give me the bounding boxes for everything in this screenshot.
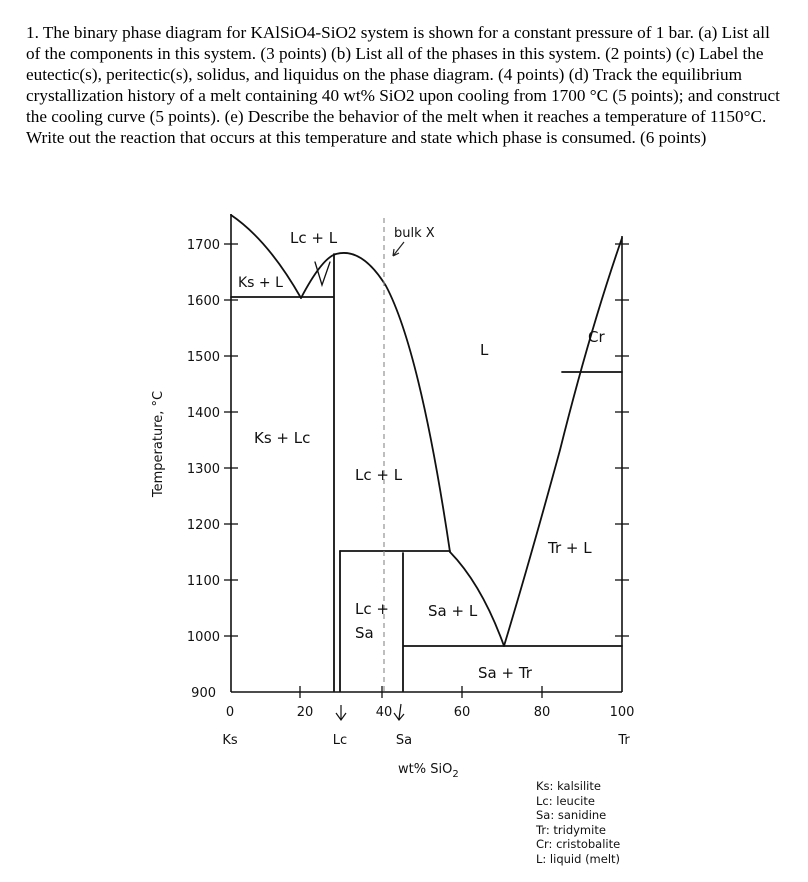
y-tick-1700: 1700: [186, 238, 220, 253]
endmember-ks-label: Ks: [222, 733, 238, 748]
y-axis-label: Temperature, °C: [151, 390, 166, 498]
y-tick-1400: 1400: [186, 406, 220, 421]
legend-item-sa: Sa: sanidine: [536, 808, 607, 823]
x-axis-label-main: wt% SiO: [398, 762, 453, 777]
region-lc-l-top: Lc + L: [290, 229, 338, 247]
tr-liquidus: [504, 238, 622, 646]
x-tick-60: 60: [453, 705, 471, 720]
y-tick-1100: 1100: [186, 574, 220, 589]
legend-item-lc: Lc: leucite: [536, 793, 595, 808]
y-tick-1300: 1300: [186, 462, 220, 477]
x-axis-label: [398, 762, 459, 780]
axes-frame: [231, 214, 622, 692]
region-ks-l: Ks + L: [238, 275, 283, 291]
x-tick-0: 0: [225, 705, 235, 720]
legend-item-cr: Cr: cristobalite: [536, 837, 621, 852]
region-sa-tr: Sa + Tr: [478, 664, 532, 682]
region-tr-l: Tr + L: [548, 539, 592, 557]
y-tick-1000: 1000: [186, 630, 220, 645]
y-tick-1500: 1500: [186, 350, 220, 365]
question-text: 1. The binary phase diagram for KAlSiO4-SiO2 system is shown for a constant pressure of 1 bar. (a) List all of the components in this system. (3 points) (b) List all of the phases in this system. (2 points) (c) Label the eutectic(s), peritectic(s), solidus, and liquidus on the phase diagram. (4 points) (d) Track the equilibrium crystallization history of a melt containing 40 wt% SiO2 upon cooling from 1700 °C (5 points); and construct the cooling curve (5 points). (e) Describe the behavior of the melt when it reaches a temperature of 1150°C. Write out the reaction that occurs at this temperature and state which phase is consumed. (6 points): [26, 23, 780, 147]
composition-arrows: [336, 704, 404, 720]
legend-item-ks: Ks: kalsilite: [536, 779, 601, 793]
x-axis-label-subscript: 2: [452, 769, 459, 780]
region-cr: Cr: [588, 328, 605, 346]
region-lc-sa-line1: Lc +: [355, 600, 389, 618]
endmember-tr-label: Tr: [618, 733, 630, 748]
y-tick-labels: [187, 238, 220, 701]
x-tick-40: 40: [375, 705, 393, 720]
region-lc-sa-line2: Sa: [355, 624, 374, 642]
legend-item-tr: Tr: tridymite: [536, 822, 606, 837]
y-tick-1600: 1600: [186, 294, 220, 309]
region-l: L: [480, 341, 489, 359]
x-tick-100: 100: [609, 705, 635, 720]
region-sa-l: Sa + L: [428, 602, 478, 620]
x-tick-20: 20: [296, 705, 314, 720]
region-labels: [238, 226, 605, 682]
sa-liquidus: [450, 552, 504, 646]
bulk-arrow-icon: [393, 242, 404, 256]
x-tick-labels: [226, 705, 635, 720]
region-lc-l-mid: Lc + L: [355, 466, 403, 484]
region-ks-lc: Ks + Lc: [254, 429, 311, 447]
x-tick-80: 80: [533, 705, 551, 720]
phase-boundaries: [231, 215, 622, 691]
sa-composition-label: Sa: [395, 733, 413, 748]
y-tick-1200: 1200: [186, 518, 220, 533]
bulk-x-label: bulk X: [394, 226, 435, 241]
y-tick-900: 900: [191, 686, 216, 701]
lc-composition-label: Lc: [332, 733, 348, 748]
legend-item-l: L: liquid (melt): [536, 851, 621, 866]
legend: [536, 779, 620, 867]
